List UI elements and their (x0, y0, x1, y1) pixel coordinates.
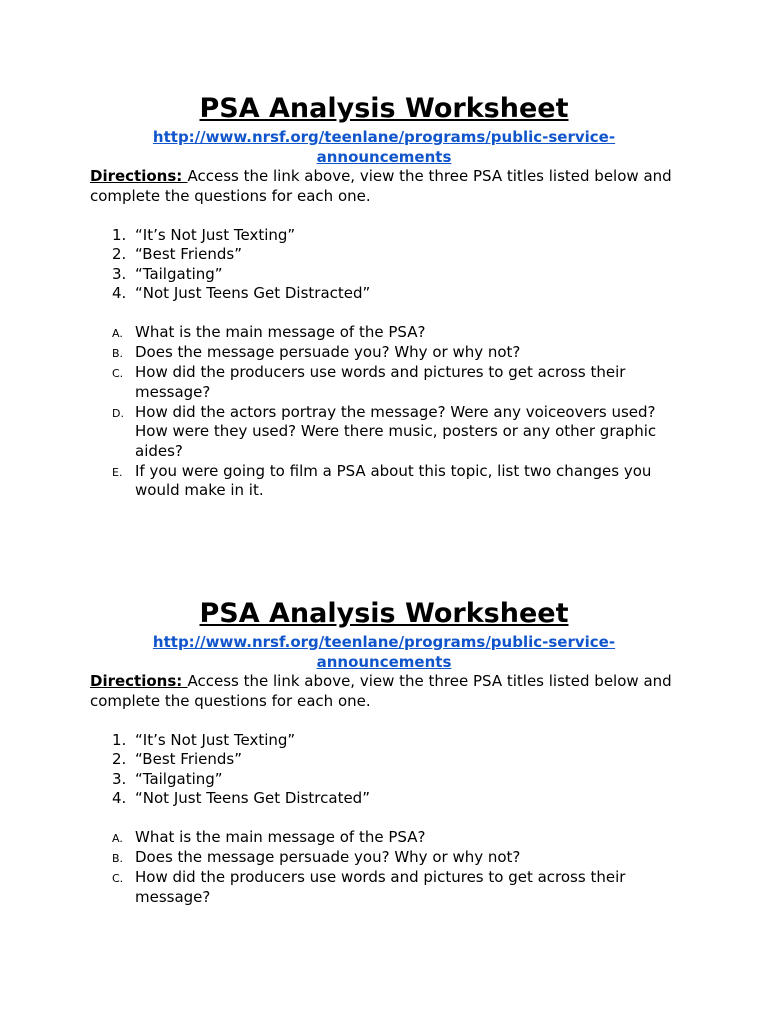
question-text: How did the producers use words and pictures to get across their message? (135, 363, 626, 401)
question-item (90, 462, 678, 501)
question-text: How did the producers use words and pictures to get across their message? (135, 868, 626, 906)
question-letter: E. (112, 465, 123, 479)
psa-title-text: “Tailgating” (135, 769, 223, 788)
directions (90, 167, 678, 206)
worksheet-2 (90, 597, 678, 908)
psa-title-item (90, 731, 678, 751)
question-letter: C. (112, 367, 124, 380)
question-item (90, 363, 678, 402)
question-letter: B. (112, 852, 124, 865)
question-text: What is the main message of the PSA? (135, 323, 426, 341)
directions-label: Directions: (90, 672, 188, 690)
question-text: Does the message persuade you? Why or why not? (135, 848, 521, 866)
question-text: How did the actors portray the message? Were any voiceovers used? How were they used? Were there music, posters or any other graphic aides? (135, 402, 657, 460)
question-text: What is the main message of the PSA? (135, 828, 426, 846)
psa-link[interactable]: http://www.nrsf.org/teenlane/programs/public-service-announcements (152, 633, 616, 671)
psa-title-text: “Best Friends” (135, 245, 243, 263)
question-item (90, 848, 678, 868)
item-number: 2. (112, 750, 127, 768)
item-number: 1. (112, 225, 127, 244)
question-letter: B. (112, 347, 124, 360)
item-number: 1. (112, 730, 127, 749)
psa-title-text: “It’s Not Just Texting” (135, 225, 296, 244)
directions-text: Access the link above, view the three PSA titles listed below and complete the questions for each one. (90, 167, 672, 205)
question-text: If you were going to film a PSA about this topic, list two changes you would make in it. (135, 461, 652, 499)
worksheet-1 (90, 92, 678, 501)
psa-link[interactable]: http://www.nrsf.org/teenlane/programs/public-service-announcements (152, 128, 616, 166)
question-item (90, 323, 678, 343)
item-number: 4. (112, 789, 127, 807)
question-item (90, 343, 678, 363)
directions-text: Access the link above, view the three PSA titles listed below and complete the questions for each one. (90, 672, 672, 710)
psa-title-item (90, 226, 678, 246)
psa-title-list (90, 731, 678, 809)
item-number: 4. (112, 284, 127, 302)
question-letter: A. (112, 832, 123, 845)
item-number: 3. (112, 769, 127, 788)
psa-title-text: “It’s Not Just Texting” (135, 730, 296, 749)
question-letter: C. (112, 872, 124, 885)
psa-title-text: “Tailgating” (135, 264, 223, 283)
psa-title-text: “Not Just Teens Get Distrcated” (135, 789, 370, 807)
question-item (90, 828, 678, 848)
question-text: Does the message persuade you? Why or why not? (135, 343, 521, 361)
question-letter: D. (112, 406, 124, 420)
question-letter: A. (112, 327, 123, 340)
item-number: 3. (112, 264, 127, 283)
psa-title-item (90, 789, 678, 809)
psa-title-list (90, 226, 678, 304)
worksheet-title: PSA Analysis Worksheet (199, 598, 569, 629)
psa-title-text: “Best Friends” (135, 750, 243, 768)
directions-label: Directions: (90, 167, 188, 185)
psa-title-item (90, 245, 678, 265)
psa-title-item (90, 284, 678, 304)
worksheet-title: PSA Analysis Worksheet (199, 93, 569, 124)
item-number: 2. (112, 245, 127, 263)
question-list (90, 828, 678, 907)
psa-title-item (90, 265, 678, 285)
directions (90, 672, 678, 711)
psa-title-text: “Not Just Teens Get Distracted” (135, 284, 371, 302)
question-item (90, 868, 678, 907)
psa-title-item (90, 770, 678, 790)
psa-title-item (90, 750, 678, 770)
question-item (90, 403, 678, 462)
question-list (90, 323, 678, 501)
